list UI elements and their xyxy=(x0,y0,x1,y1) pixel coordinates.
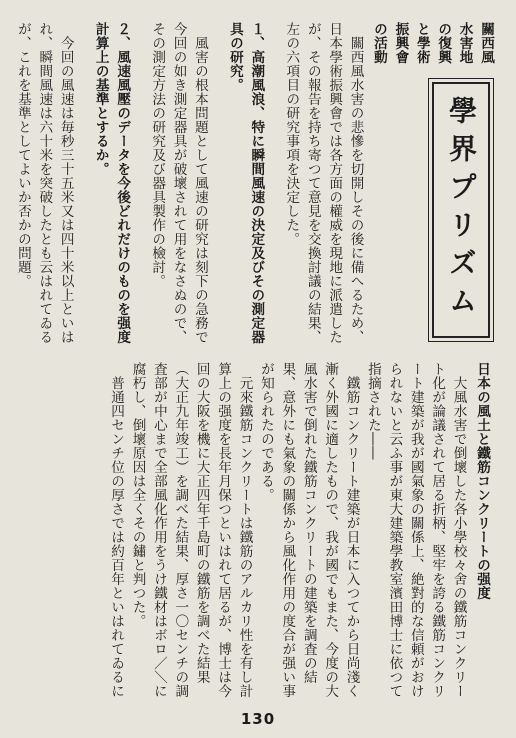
lower-para-4: 普通四センチ位の厚さでは約百年といはれてゐるに xyxy=(108,375,125,698)
page-number: 130 xyxy=(240,710,276,728)
item-2-heading: ２、風速風壓のデータを今後どれだけのものを强度計算上の基準とするか。 xyxy=(92,22,131,344)
upper-headline: 關西風水害地の復興と學術振興會の活動 xyxy=(370,22,494,64)
item-1-heading: １、高潮風浪、特に瞬間風速の決定及びその測定器具の研究。 xyxy=(226,22,265,344)
upper-intro: 關西風水害の悲慘を切開しその後に備へるため、日本學術振興會では各方面の權威を現地に派遣したが、その報告を持ち寄つて意見を交換討議の結果、左の六項目の研究事項を決定した。 xyxy=(283,22,364,344)
upper-section xyxy=(14,22,496,344)
item-1-body: 風害の根本問題として風速の研究は刻下の急務で今回の如き測定器具が破壞されて用をなさぬので、その測定方法の研究及び器具製作の檢討。 xyxy=(149,22,208,344)
lower-para-2: 鐵筋コンクリート建築が日本に入つてから日尚淺く漸く外國に適したもので、我が國でもまた、今度の大風水害で倒れた鐵筋コンクリートの建築を調査の結果、意外にも氣象の關係から風化作用の度合が强い事が知られたのである。 xyxy=(257,362,360,698)
lower-para-3: 元來鐵筋コンクリートは鐵筋のアルカリ性を有し計算上の强度を長年月保つといはれて居るが、博士は今回の大阪を機に大正四年千島町の鐵筋を調べた結果（大正九年竣工）を調べた結果、厚さ一〇センチの調査部が中心まで全部風化作用をうけ鐵材はボロ／＼に腐朽し、倒壞原因は全くその鏽と判つた。 xyxy=(129,362,253,698)
lower-section xyxy=(24,362,492,704)
lower-headline: 日本の風土と鐵筋コンクリートの强度 xyxy=(474,362,490,600)
item-2-body: 今回の風速は毎秒三十五米又は四十米以上といはれ、瞬間風速は六十米を突破したとも云はれてゐるが、これを基準としてよいか否かの問題。 xyxy=(14,22,74,344)
column-title: 學界プリズム xyxy=(432,82,490,338)
lower-para-1: 大風水害で倒壞した各小學校々舍の鐵筋コンクリート化が論議されて居る折柄、堅牢を誇る鐵筋コンクリート建築が我が國氣象の關係上、絶對的な信頼がおけられないと云ふ事が東大建築學教室濱田博士に依つて指摘された―― xyxy=(364,362,467,698)
